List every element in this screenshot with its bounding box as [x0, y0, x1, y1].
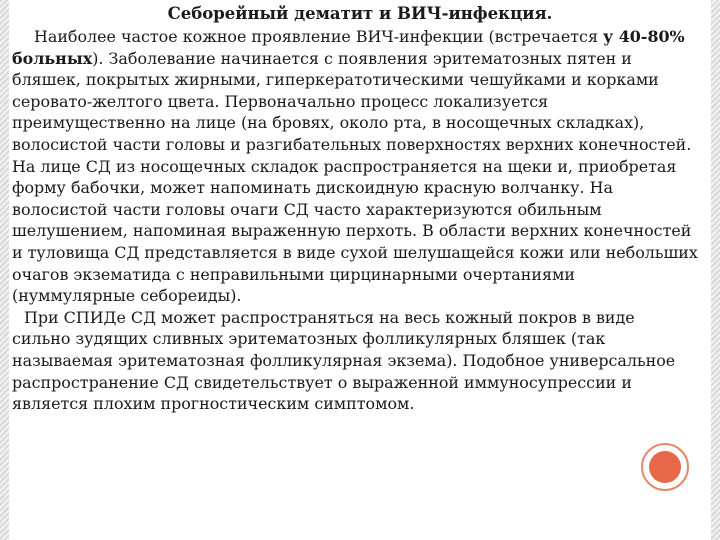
orange-circle-icon	[641, 443, 689, 491]
right-border-pattern	[711, 0, 720, 540]
paragraph-1-bold: у 40-80% больных	[12, 27, 685, 68]
paragraph-1-part-1: Наиболее частое кожное проявление ВИЧ-инфекции (встречается	[34, 27, 604, 46]
left-border-pattern	[0, 0, 9, 540]
slide-title: Себорейный дематит и ВИЧ-инфекция.	[167, 4, 553, 23]
slide-body	[12, 26, 698, 415]
paragraph-1	[12, 26, 698, 307]
paragraph-2: При СПИДе СД может распространяться на весь кожный покров в виде сильно зудящих сливных эритематозных фолликулярных бляшек (так называемая эритематозная фолликулярная экзема). Подобное универсальное распространение СД свидетельствует о выраженной иммуносупрессии и является плохим прогностическим симптомом.	[12, 307, 676, 414]
paragraph-1-part-2: ). Заболевание начинается с появления эритематозных пятен и бляшек, покрытых жирными, гиперкератотическими чешуйками и корками серовато-желтого цвета. Первоначально процесс локализуется преимущественно на лице (на бровях, около рта, в носощечных складках), волосистой части головы и разгибательных поверхностях верхних конечностей. На лице СД из носощечных складок распространяется на щеки и, приобретая форму бабочки, может напоминать дискоидную красную волчанку. На волосистой части головы очаги СД часто характеризуются обильным шелушением, напоминая выраженную перхоть. В области верхних конечностей и туловища СД представляется в виде сухой шелушащейся кожи или небольших очагов экзематида с неправильными цирцинарными очертаниями (нуммулярные себореиды).	[12, 48, 698, 306]
orange-circle-inner	[649, 451, 681, 483]
